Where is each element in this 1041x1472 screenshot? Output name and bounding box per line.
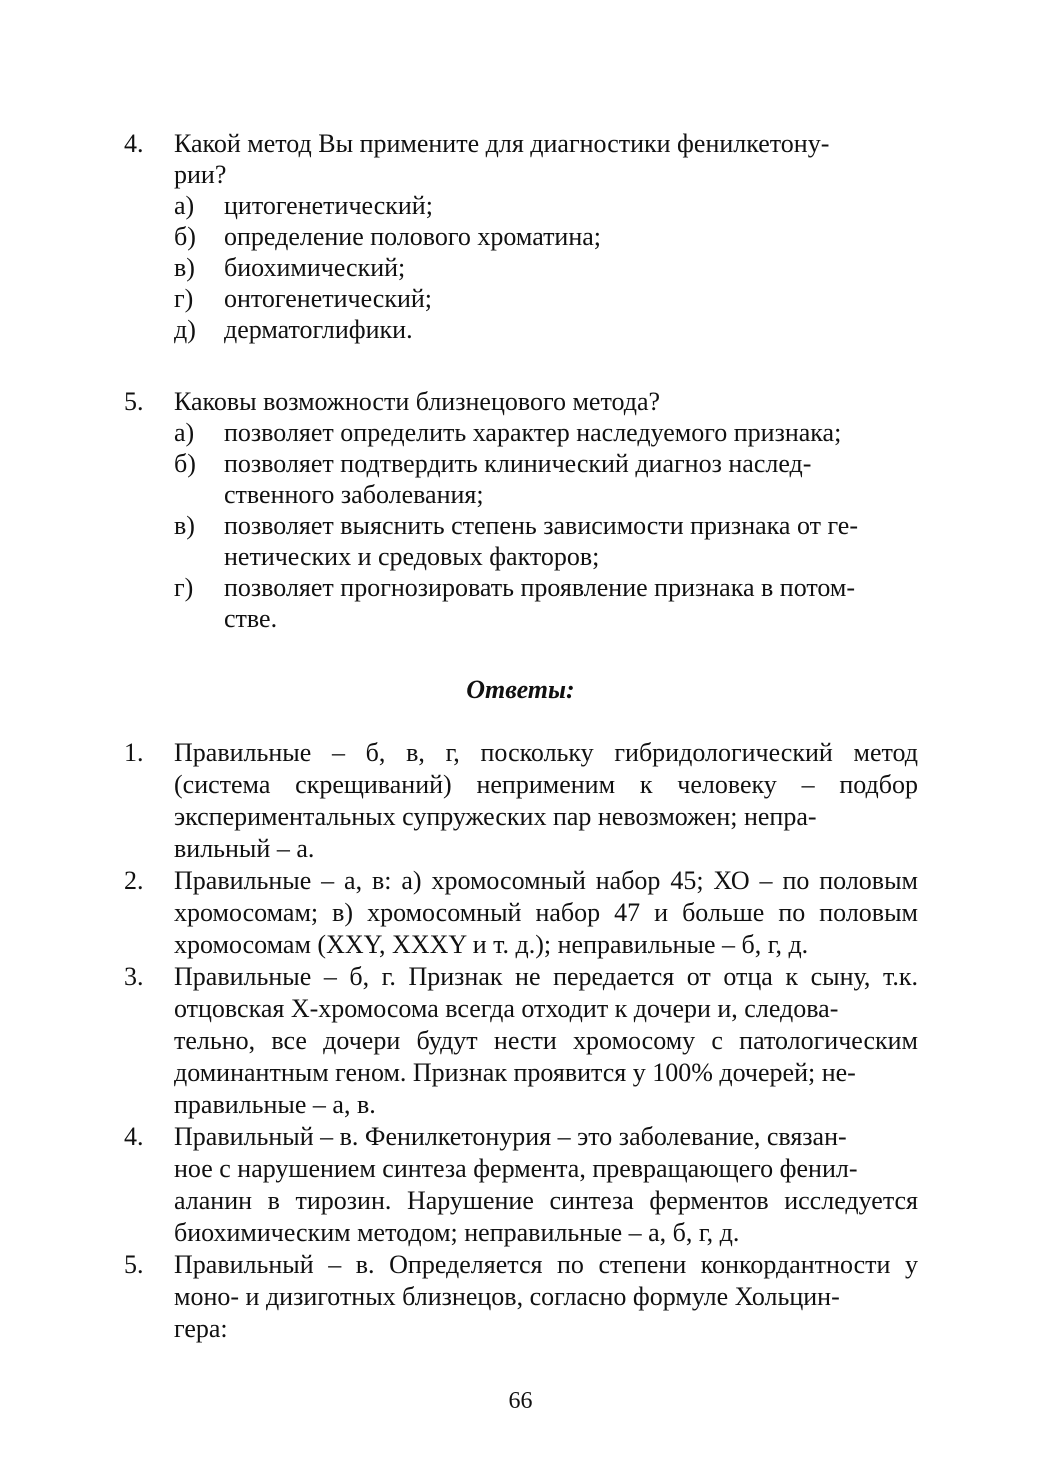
question-number: 5. xyxy=(124,387,144,416)
option-b xyxy=(174,448,924,510)
answer-number: 4. xyxy=(124,1122,144,1151)
option-text: дерматоглифики. xyxy=(224,315,413,344)
option-letter: в) xyxy=(174,253,195,282)
question-text: Какой метод Вы примените для диагностики фенилкетону- рии? xyxy=(174,129,830,189)
answer-text: Правильный – в. Определяется по степени конкордантности у моно- и дизиготных близнецов, согласно формуле Хольцин- гера: xyxy=(174,1250,918,1343)
answer-2 xyxy=(124,865,918,961)
answers-heading: Ответы: xyxy=(466,675,575,704)
option-g xyxy=(174,572,924,634)
option-list xyxy=(174,417,924,634)
answer-text: Правильный – в. Фенилкетонурия – это заболевание, связан- ное с нарушением синтеза фермента, превращающего фенил- аланин в тирозин. Нарушение синтеза ферментов исследуется биохимическим методом; неправильные – а, б, г, д. xyxy=(174,1122,918,1247)
answers-list xyxy=(124,737,918,1345)
option-letter: б) xyxy=(174,449,196,478)
answer-text: Правильные – б, г. Признак не передается от отца к сыну, т.к. отцовская Х-хромосома всегда отходит к дочери и, следова- тельно, все дочери будут нести хромосому с патологическим доминантным геном. Признак проявится у 100% дочерей; не- правильные – а, в. xyxy=(174,962,918,1119)
answer-number: 1. xyxy=(124,738,144,767)
option-text: цитогенетический; xyxy=(224,191,433,220)
answer-5 xyxy=(124,1249,918,1345)
question-5 xyxy=(124,386,924,634)
option-letter: г) xyxy=(174,573,194,602)
option-text: позволяет подтвердить клинический диагноз наслед- ственного заболевания; xyxy=(224,449,812,509)
option-a xyxy=(174,417,924,448)
answer-text: Правильные – б, в, г, поскольку гибридологический метод (система скрещиваний) неприменим к человеку – подбор экспериментальных супружеских пар невозможен; непра- вильный – а. xyxy=(174,738,918,863)
option-text: позволяет выяснить степень зависимости признака от ге- нетических и средовых факторов; xyxy=(224,511,858,571)
option-v xyxy=(174,252,924,283)
option-letter: а) xyxy=(174,418,195,447)
option-letter: д) xyxy=(174,315,196,344)
option-letter: г) xyxy=(174,284,194,313)
page-number: 66 xyxy=(508,1388,533,1414)
option-text: определение полового хроматина; xyxy=(224,222,602,251)
option-text: позволяет определить характер наследуемого признака; xyxy=(224,418,842,447)
option-list xyxy=(174,190,924,345)
option-a xyxy=(174,190,924,221)
question-4 xyxy=(124,128,924,345)
answer-3 xyxy=(124,961,918,1121)
option-text: позволяет прогнозировать проявление признака в потом- стве. xyxy=(224,573,855,633)
option-text: онтогенетический; xyxy=(224,284,433,313)
option-letter: б) xyxy=(174,222,196,251)
option-v xyxy=(174,510,924,572)
option-b xyxy=(174,221,924,252)
option-letter: а) xyxy=(174,191,195,220)
option-letter: в) xyxy=(174,511,195,540)
answer-text: Правильные – а, в: а) хромосомный набор 45; ХО – по половым хромосомам; в) хромосомный набор 47 и больше по половым хромосомам (XXY, XXXY и т. д.); неправильные – б, г, д. xyxy=(174,866,918,959)
option-text: биохимический; xyxy=(224,253,406,282)
question-text: Каковы возможности близнецового метода? xyxy=(174,387,661,416)
question-number: 4. xyxy=(124,129,144,158)
option-d xyxy=(174,314,924,345)
option-g xyxy=(174,283,924,314)
answer-number: 3. xyxy=(124,962,144,991)
answer-number: 5. xyxy=(124,1250,144,1279)
answer-1 xyxy=(124,737,918,865)
answer-4 xyxy=(124,1121,918,1249)
answer-number: 2. xyxy=(124,866,144,895)
